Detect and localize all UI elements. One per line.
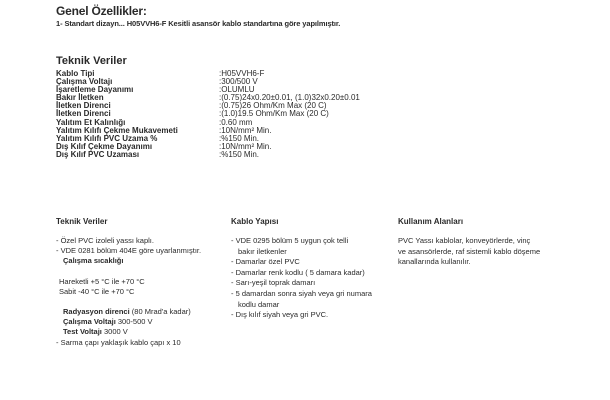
voltage-value: 300-500 V — [115, 317, 153, 327]
page-subtitle: 1- Standart dizayn... H05VVH6-F Kesitli asansör kablo standartına göre yapılmıştır. — [56, 19, 341, 28]
spec-key: İletken Direnci — [56, 109, 111, 119]
spec-value: :10N/mm² Min. — [219, 141, 272, 151]
spec-key: Yalıtım Kılıfı PVC Uzama % — [56, 133, 158, 143]
moving-temperature: Hareketli +5 °C ile +70 °C — [59, 276, 145, 286]
bend-radius: - Sarma çapı yaklaşık kablo çapı x 10 — [56, 337, 181, 347]
col3-title: Kullanım Alanları — [398, 217, 464, 226]
spec-key: Bakır İletken — [56, 93, 104, 103]
col2-line: bakır iletkenler — [238, 246, 287, 256]
spec-key: İşaretleme Dayanımı — [56, 85, 134, 95]
col2-line: kodlu damar — [238, 299, 280, 309]
col3-line: ve asansörlerde, raf sistemli kablo döşeme — [398, 246, 541, 256]
spec-key: Çalışma Voltajı — [56, 77, 113, 87]
spec-key: Yalıtım Et Kalınlığı — [56, 117, 126, 127]
spec-value: :%150 Min. — [219, 133, 260, 143]
spec-key: Kablo Tipi — [56, 69, 95, 78]
spec-row — [56, 151, 360, 159]
radiation-label: Radyasyon direnci — [63, 307, 130, 317]
col1-title: Teknik Veriler — [56, 217, 108, 226]
test-voltage-value: 3000 V — [101, 327, 128, 337]
test-voltage-label: Test Voltajı — [63, 327, 102, 337]
col2-line: - VDE 0295 bölüm 5 uygun çok telli — [231, 236, 349, 245]
page-title: Genel Özellikler: — [56, 4, 147, 18]
radiation-line — [56, 307, 226, 317]
spec-value: :H05VVH6-F — [219, 69, 265, 78]
spec-value: :10N/mm² Min. — [219, 125, 272, 135]
spec-key: Dış Kılıf Çekme Dayanımı — [56, 141, 153, 151]
spec-key: Yalıtım Kılıfı Çekme Mukavemeti — [56, 125, 178, 135]
radiation-value: (80 Mrad'a kadar) — [129, 307, 191, 317]
col2-line: - 5 damardan sonra siyah veya gri numara — [231, 288, 372, 298]
voltage-line — [56, 317, 226, 327]
spec-value: :(0.75)26 Ohm/Km Max (20 C) — [219, 101, 327, 111]
col2-line: - Damarlar renk kodlu ( 5 damara kadar) — [231, 267, 365, 277]
spec-key: İletken Direnci — [56, 101, 111, 111]
col2-title: Kablo Yapısı — [231, 217, 279, 226]
col2-line: - Sarı-yeşil toprak damarı — [231, 278, 316, 288]
spacer — [56, 297, 226, 307]
col2-line: - Dış kılıf siyah veya gri PVC. — [231, 310, 329, 320]
fixed-temperature: Sabit -40 °C ile +70 °C — [59, 286, 135, 296]
col3-line: PVC Yassı kablolar, konveyörlerde, vinç — [398, 236, 531, 245]
col1-line: - VDE 0281 bölüm 404E göre uyarlanmıştır. — [56, 246, 202, 256]
spec-value: :%150 Min. — [219, 149, 260, 159]
spec-value: :(1.0)19.5 Ohm/Km Max (20 C) — [219, 109, 329, 119]
col3-body — [398, 236, 578, 268]
voltage-label: Çalışma Voltajı — [63, 317, 116, 327]
col3-line: kanallarında kullanılır. — [398, 257, 471, 266]
col1-line: - Özel PVC izoleli yassı kaplı. — [56, 236, 154, 245]
test-voltage-line — [56, 327, 226, 337]
spec-value: :300/500 V — [219, 77, 258, 87]
spec-key: Dış Kılıf PVC Uzaması — [56, 149, 140, 159]
specs-table — [56, 70, 360, 159]
col2-line: - Damarlar özel PVC — [231, 257, 300, 267]
spec-value: :0.60 mm — [219, 117, 253, 127]
specs-title: Teknik Veriler — [56, 55, 127, 67]
spacer — [56, 267, 226, 277]
col1-body — [56, 236, 226, 348]
col2-body — [231, 236, 396, 321]
temperature-title: Çalışma sıcaklığı — [63, 256, 124, 266]
spec-value: :(0.75)24x0.20±0.01, (1.0)32x0.20±0.01 — [219, 93, 360, 103]
spec-value: :OLUMLU — [219, 85, 255, 95]
